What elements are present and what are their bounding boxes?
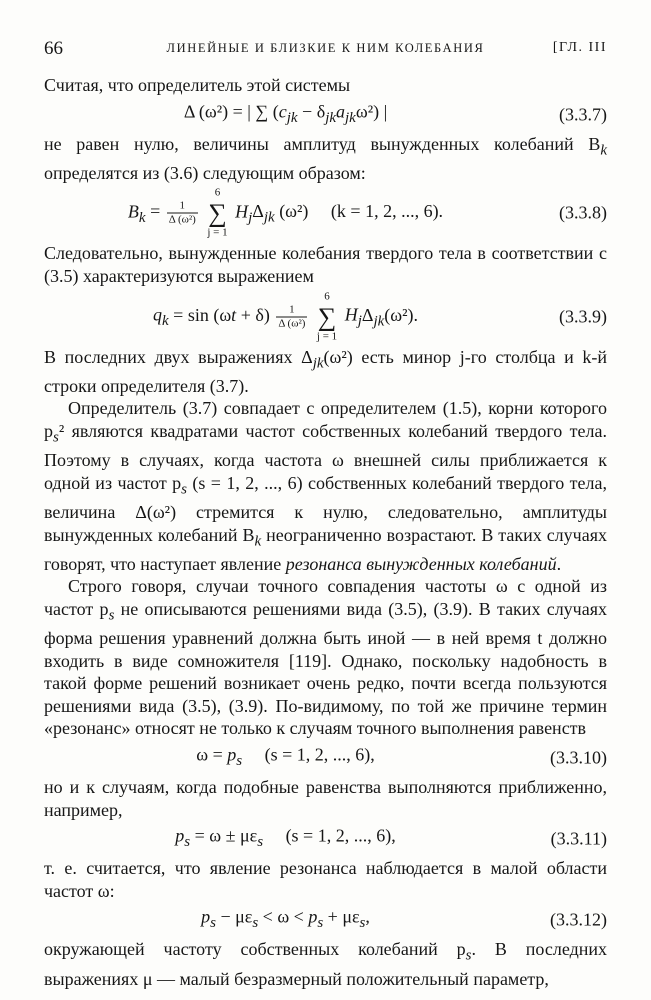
sum-sign: 6 ∑ j = 1	[316, 290, 338, 343]
sum-sign: 6 ∑ j = 1	[207, 186, 228, 239]
equation-number: (3.3.9)	[559, 306, 607, 327]
equation-formula: $B_k$ = $\frac{1}{\text{Δ (ω²)}}$ 6 ∑ j = 1 $H_j\Delta_{jk}$ (ω²) (k = 1, 2, ..., 6).	[127, 186, 444, 239]
equation-3-3-9	[44, 288, 607, 346]
equation-formula: $p_s - \mu\varepsilon_s < \omega < p_s + \mu\varepsilon_s$,	[201, 906, 370, 932]
equation-number: (3.3.11)	[550, 828, 607, 849]
paragraph: Считая, что определитель этой системы	[44, 75, 351, 95]
equation-3-3-11	[44, 821, 607, 857]
running-title: ЛИНЕЙНЫЕ И БЛИЗКИЕ К НИМ КОЛЕБАНИЯ	[166, 41, 485, 55]
chapter-marker: [ГЛ. III	[552, 40, 607, 55]
paragraph: Определитель (3.7) совпадает с определителем (1.5), корни которого $p_s^2$ являются квадратами частот собственных колебаний твердого тела. Поэтому в случаях, когда частота ω внешней силы приближается к одной из частот $p_s$ (s = 1, 2, ..., 6) собственных колебаний твердого тела, величина Δ(ω²) стремится к нулю, следовательно, амплитуды вынужденных колебаний $B_k$ неограниченно возрастают. В таких случаях говорят, что наступает явление резонанса вынужденных колебаний.	[44, 398, 607, 574]
equation-formula: $\omega = p_s$ (s = 1, 2, ..., 6),	[196, 744, 375, 770]
paragraph: Следовательно, вынужденные колебания твердого тела в соответствии с (3.5) характеризуются выражением	[44, 243, 607, 286]
page-header	[44, 38, 607, 62]
page-number: 66	[44, 38, 63, 59]
equation-number: (3.3.7)	[559, 104, 607, 125]
paragraph: окружающей частоту собственных колебаний $p_s$. В последних выражениях μ — малый безразмерный положительный параметр,	[44, 939, 607, 989]
equation-formula: $p_s = \omega \pm \mu\varepsilon_s$ (s = 1, 2, ..., 6),	[175, 825, 396, 851]
equation-3-3-10	[44, 740, 607, 776]
equation-number: (3.3.12)	[550, 910, 607, 931]
paragraph: Строго говоря, случаи точного совпадения частоты ω с одной из частот $p_s$ не описываются решениями вида (3.5), (3.9). В таких случаях форма решения уравнений должна быть иной — в ней время t должно входить в виде сомножителя [119]. Однако, поскольку надобность в такой форме решений возникает очень редко, почти всегда пользуются решениями вида (3.5), (3.9). По-видимому, по той же причине термин «резонанс» относят не только к случаям точного выполнения равенств	[44, 576, 607, 739]
equation-3-3-7	[44, 97, 607, 133]
page-body	[44, 74, 607, 990]
equation-number: (3.3.10)	[550, 747, 607, 768]
paragraph: не равен нулю, величины амплитуд вынужденных колебаний $B_k$ определятся из (3.6) следующим образом:	[44, 133, 607, 183]
fraction: $\frac{1}{\text{Δ (ω²)}}$	[168, 199, 196, 226]
equation-3-3-12	[44, 902, 607, 938]
equation-formula: $q_k = \sin (\omega t + \delta)$ $\frac{1}{\text{Δ (ω²)}}$ 6 ∑ j = 1 $H_j\Delta_{jk}(\omega^2)$.	[153, 290, 418, 343]
paragraph: В последних двух выражениях $\Delta_{jk}(\omega^2)$ есть минор j-го столбца и k-й строки определителя (3.7).	[44, 346, 607, 396]
equation-formula: Δ (ω²) = | ∑ $(c_{jk} - \delta_{jk}a_{jk}\omega^2)$ |	[183, 101, 388, 126]
fraction: $\frac{1}{\text{Δ (ω²)}}$	[278, 303, 306, 330]
equation-number: (3.3.8)	[559, 203, 607, 224]
paragraph: т. е. считается, что явление резонанса наблюдается в малой области частот ω:	[44, 858, 607, 901]
equation-3-3-8	[44, 184, 607, 242]
paragraph: но и к случаям, когда подобные равенства выполняются приближенно, например,	[44, 777, 607, 820]
italic-term: резонанса вынужденных колебаний	[285, 553, 557, 574]
